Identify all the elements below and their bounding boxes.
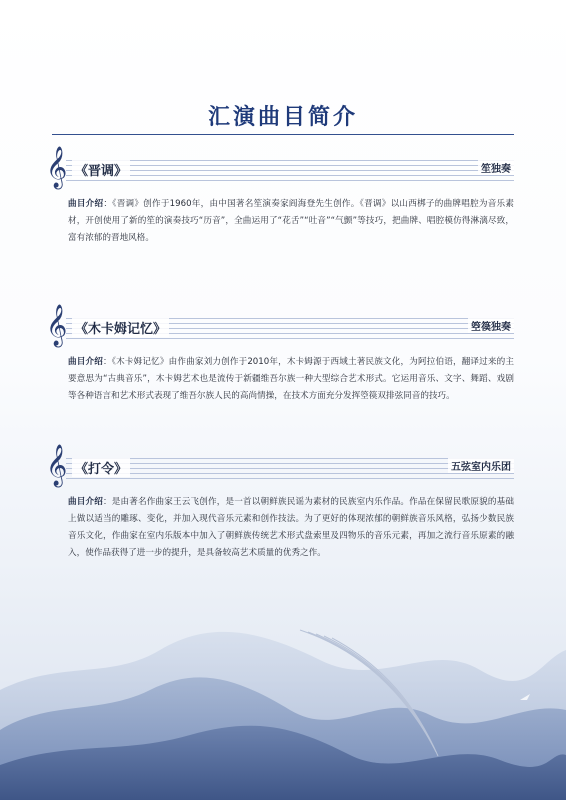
program-section-jindiao [46,147,514,247]
section-title: 《木卡姆记忆》 [72,318,169,337]
mountain-landscape-background [0,540,566,800]
description-label: 曲目介绍 [68,497,103,507]
title-divider [52,134,514,135]
treble-clef-icon: 𝄞 [46,305,68,346]
section-description [52,354,514,405]
section-header [46,147,514,188]
performer-label: 笙独奏 [478,160,514,175]
treble-clef-icon: 𝄞 [46,147,68,188]
section-header [46,305,514,346]
description-label: 曲目介绍 [68,357,103,367]
description-label: 曲目介绍 [68,199,104,209]
program-section-muqam [46,305,514,405]
performer-label: 五弦室内乐团 [448,458,514,473]
music-staff-lines [66,458,514,480]
description-text: ：是由著名作曲家王云飞创作，是一首以朝鲜族民谣为素材的民族室内乐作品。作品在保留民歌原貌的基础上做以适当的雕琢、变化，并加入现代音乐元素和创作技法。为了更好的体现浓郁的朝鲜族音乐风格，弘扬少数民族音乐文化，作曲家在室内乐版本中加入了朝鲜族传统艺术形式盘索里及四物乐的音乐元素，再加之流行音乐原素的融入，使作品获得了进一步的提升，是具备较高艺术质量的优秀之作。 [68,497,514,558]
description-text: ：《晋调》创作于1960年，由中国著名笙演奏家阎海登先生创作。《晋调》以山西梆子的曲牌唱腔为音乐素材，开创使用了新的笙的演奏技巧“历音”，全曲运用了“花舌”“吐音”“气颤”等技巧，把曲牌、唱腔模仿得淋漓尽致，富有浓郁的晋地风格。 [68,199,514,243]
description-text: ：《木卡姆记忆》由作曲家刘力创作于2010年，木卡姆源于西域土著民族文化，为阿拉伯语，翻译过来的主要意思为“古典音乐”，木卡姆艺术也是流传于新疆维吾尔族一种大型综合艺术形式。它运用音乐、文字、舞蹈、戏剧等各种语言和艺术形式表现了维吾尔族人民的高尚情操，在技术方面充分发挥箜篌双排弦同音的技巧。 [68,357,514,401]
section-title: 《晋调》 [72,160,130,179]
section-header [46,445,514,486]
music-staff-lines [66,160,514,182]
page-title: 汇演曲目简介 [207,104,358,130]
section-title: 《打令》 [72,458,130,477]
section-description [52,196,514,247]
performer-label: 箜篌独奏 [468,318,514,333]
treble-clef-icon: 𝄞 [46,445,68,486]
